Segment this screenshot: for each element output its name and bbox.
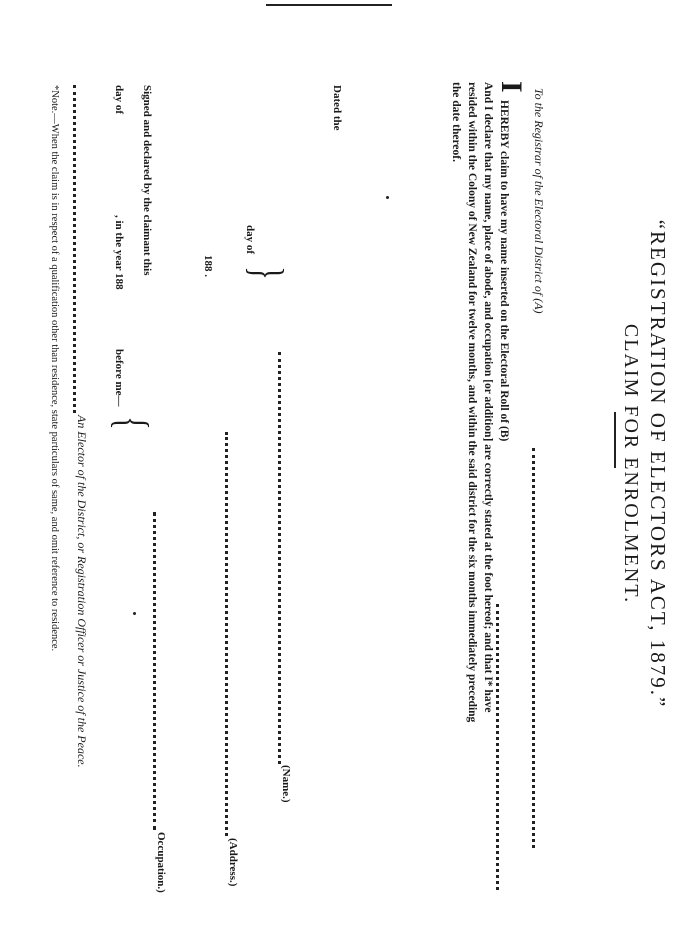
- dated-label: Dated the: [331, 85, 343, 131]
- claim-line-3: resided within the Colony of New Zealand for twelve months, and within the said district for the six months immediately preceding: [466, 82, 478, 723]
- claim-line-1: HEREBY claim to have my name inserted on the Electoral Roll of (B): [498, 100, 510, 442]
- witness-dotted-field: [73, 85, 76, 413]
- name-label: (Name.): [280, 765, 292, 803]
- witness-label: An Elector of the District, or Registration Officer or Justice of the Peace.: [75, 415, 89, 768]
- name-dotted-field: [278, 352, 281, 764]
- addressee-line: To the Registrar of the Electoral District of (A): [532, 88, 546, 314]
- claim-line-4: the date thereof.: [450, 82, 462, 162]
- before-me-label: before me—: [113, 349, 125, 407]
- form-title: “REGISTRATION OF ELECTORS ACT, 1879.”: [646, 219, 670, 709]
- occupation-dotted-field: [153, 512, 156, 830]
- signed-line-1: Signed and declared by the claimant this: [141, 85, 153, 276]
- address-label: (Address.): [227, 838, 239, 887]
- big-initial: I: [495, 81, 528, 93]
- address-dotted-field: [225, 432, 228, 836]
- signed-day-label: day of: [113, 85, 125, 115]
- year-label: 188 .: [202, 255, 214, 277]
- claim-line-2: And I declare that my name, place of abode, and occupation [or addition] are correctly stated at the foot hereof; and that I* have: [482, 82, 494, 713]
- occupation-label: Occupation.): [155, 832, 167, 893]
- ink-speck: [386, 196, 389, 199]
- ink-speck: [133, 612, 136, 615]
- footnote: *Note.—When the claim is in respect of a qualification other than residence, state particulars of same, and omit reference to residence.: [49, 85, 60, 652]
- form-subtitle: CLAIM FOR ENROLMENT.: [620, 323, 642, 605]
- roll-dotted-field: [496, 604, 499, 890]
- day-of-label: day of: [244, 225, 256, 255]
- signed-year-label: , in the year 188: [113, 215, 125, 290]
- district-dotted-field: [532, 448, 535, 848]
- date-brace: }: [242, 266, 293, 280]
- signature-brace: {: [107, 416, 158, 430]
- title-underline: [614, 412, 616, 468]
